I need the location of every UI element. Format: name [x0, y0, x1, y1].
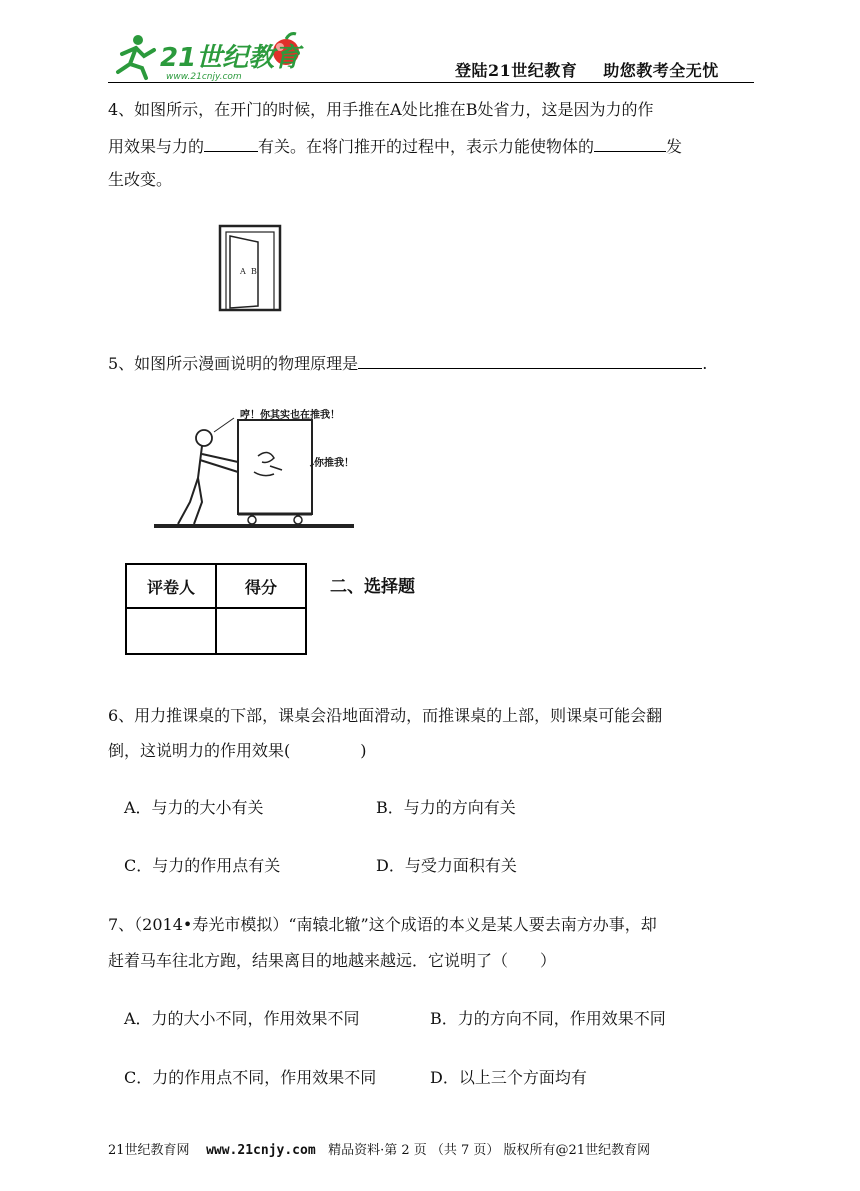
q6-line2-text: 倒，这说明力的作用效果( — [108, 741, 291, 760]
q7-line2: 赶着马车往北方跑，结果离目的地越来越远．它说明了（ ） — [108, 951, 557, 970]
q4-line1: 4、如图所示，在开门的时候，用手推在A处比推在B处省力，这是因为力的作 — [108, 100, 654, 119]
q6-option-b[interactable]: B．与力的方向有关 — [376, 798, 516, 817]
q7-option-c[interactable]: C．力的作用点不同，作用效果不同 — [124, 1068, 377, 1087]
q5-text: 5、如图所示漫画说明的物理原理是 — [108, 354, 359, 373]
q5-end: . — [702, 354, 708, 373]
header-divider — [108, 82, 754, 83]
q6-line1: 6、用力推课桌的下部，课桌会沿地面滑动，而推课桌的上部，则课桌可能会翻 — [108, 706, 663, 725]
score-table — [125, 563, 307, 655]
q5-blank[interactable] — [358, 352, 702, 369]
q4-line2-a: 用效果与力的 — [108, 137, 205, 156]
header-slogan — [455, 58, 719, 81]
q6-option-d[interactable]: D．与受力面积有关 — [376, 856, 517, 875]
q4-blank-1[interactable] — [204, 135, 258, 152]
comic-figure — [150, 398, 360, 530]
score-header: 得分 — [216, 564, 306, 608]
q6-option-a[interactable]: A．与力的大小有关 — [124, 798, 264, 817]
door-label-b: B — [251, 267, 257, 276]
q5-line — [108, 352, 707, 374]
footer-url[interactable]: www.21cnjy.com — [206, 1143, 316, 1158]
q6-option-c[interactable]: C．与力的作用点有关 — [124, 856, 281, 875]
door-figure — [218, 224, 286, 312]
q6-line2-end: ) — [360, 741, 367, 760]
logo-text: 21世纪教育 — [160, 43, 301, 73]
comic-bubble-2: 你推我！ — [314, 458, 354, 469]
q7-option-b[interactable]: B．力的方向不同，作用效果不同 — [430, 1009, 666, 1028]
header-slogan-text: 助您教考全无忧 — [603, 61, 719, 80]
footer — [108, 1139, 650, 1158]
site-logo — [108, 30, 308, 82]
score-cell[interactable] — [216, 608, 306, 654]
footer-info: 精品资料·第 2 页 （共 7 页） 版权所有@21世纪教育网 — [328, 1143, 651, 1158]
q4-line2-b: 有关。在将门推开的过程中，表示力能使物体的 — [258, 137, 595, 156]
q4-blank-2[interactable] — [594, 135, 666, 152]
grader-header: 评卷人 — [126, 564, 216, 608]
q7-option-d[interactable]: D．以上三个方面均有 — [430, 1068, 587, 1087]
q7-option-a[interactable]: A．力的大小不同，作用效果不同 — [124, 1009, 360, 1028]
comic-bubble-1: 哼！你其实也在推我！ — [240, 410, 340, 421]
q4-line2 — [108, 135, 682, 157]
q7-line1: 7、（2014•寿光市模拟）“南辕北辙”这个成语的本义是某人要去南方办事，却 — [108, 915, 657, 934]
header-site: 登陆21世纪教育 — [455, 61, 578, 80]
q4-line2-c: 发 — [666, 137, 683, 156]
q4-line3: 生改变。 — [108, 170, 173, 189]
q6-line2 — [108, 741, 367, 761]
footer-site-name: 21世纪教育网 — [108, 1143, 190, 1158]
logo-url: www.21cnjy.com — [166, 72, 242, 82]
door-label-a: A — [240, 267, 246, 276]
grader-cell[interactable] — [126, 608, 216, 654]
section-title: 二、选择题 — [330, 577, 415, 597]
